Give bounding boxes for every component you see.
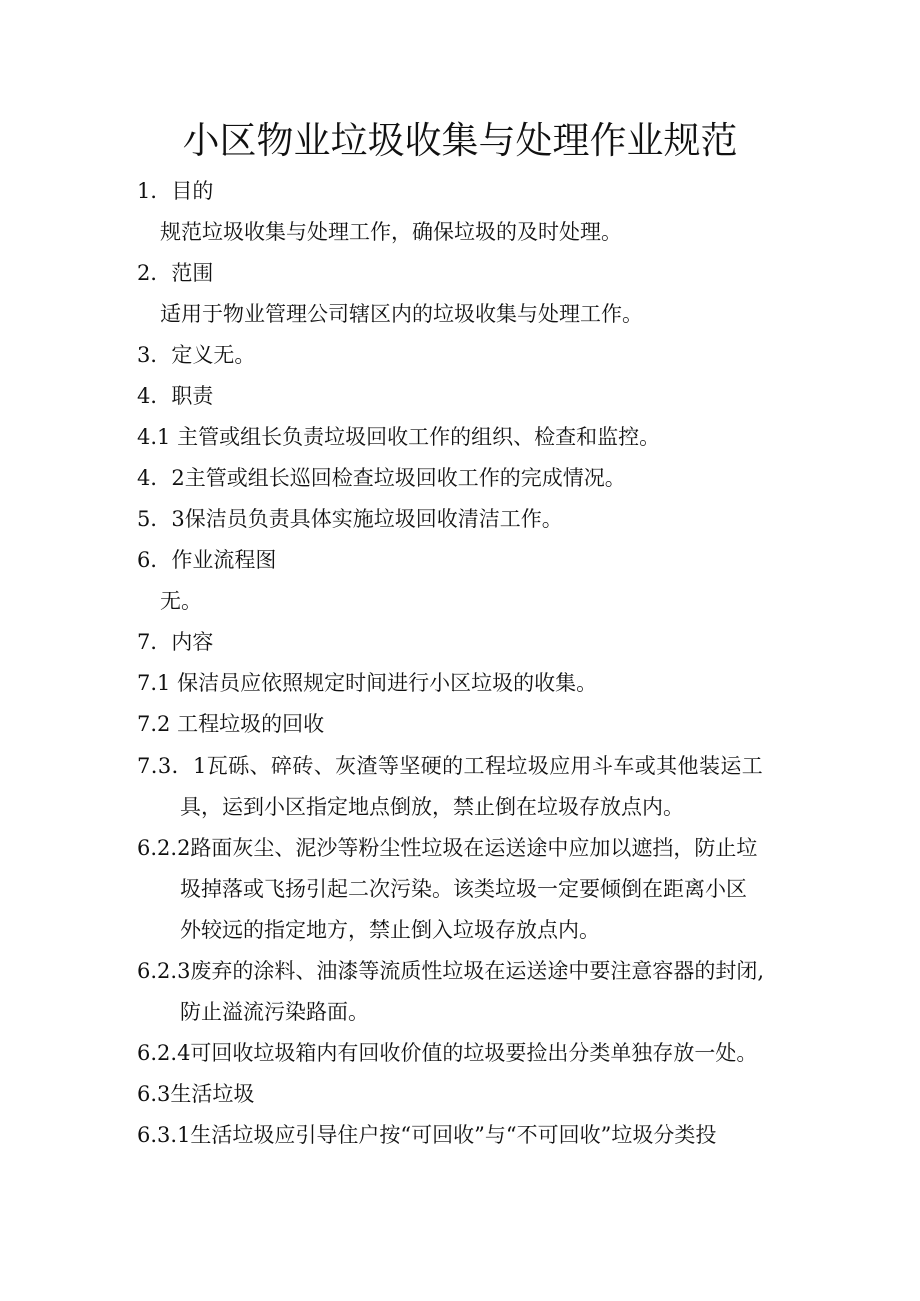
clause-6-2-2-continued-1: 圾掉落或飞扬引起二次污染。该类垃圾一定要倾倒在距离小区 — [180, 877, 747, 901]
section-1-heading: 1．目的 — [137, 179, 214, 203]
clause-7-3-1-continued: 具，运到小区指定地点倒放，禁止倒在垃圾存放点内。 — [180, 795, 684, 819]
section-2-body: 适用于物业管理公司辖区内的垃圾收集与处理工作。 — [160, 302, 643, 326]
section-2-heading: 2．范围 — [137, 261, 214, 285]
section-3-heading: 3．定义无。 — [137, 343, 256, 367]
clause-5-3: 5．3保洁员负责具体实施垃圾回收清洁工作。 — [137, 507, 563, 531]
clause-6-2-3: 6.2.3废弃的涂料、油漆等流质性垃圾在运送途中要注意容器的封闭, — [137, 959, 765, 983]
clause-4-2: 4．2主管或组长巡回检查垃圾回收工作的完成情况。 — [137, 466, 626, 490]
section-6-body: 无。 — [160, 589, 202, 613]
clause-6-2-2: 6.2.2路面灰尘、泥沙等粉尘性垃圾在运送途中应加以遮挡，防止垃 — [137, 836, 758, 860]
section-6-heading: 6．作业流程图 — [137, 548, 277, 572]
clause-6-2-3-continued: 防止溢流污染路面。 — [180, 1000, 369, 1024]
section-1-body: 规范垃圾收集与处理工作，确保垃圾的及时处理。 — [160, 220, 622, 244]
section-6-3-heading: 6.3生活垃圾 — [137, 1082, 255, 1106]
clause-7-3-1: 7.3．1瓦砾、碎砖、灰渣等坚硬的工程垃圾应用斗车或其他装运工 — [137, 754, 764, 778]
clause-6-3-1: 6.3.1生活垃圾应引导住户按“可回收”与“不可回收”垃圾分类投 — [137, 1123, 717, 1147]
clause-4-1: 4.1 主管或组长负责垃圾回收工作的组织、检查和监控。 — [137, 425, 661, 449]
clause-6-2-4: 6.2.4可回收垃圾箱内有回收价值的垃圾要捡出分类单独存放一处。 — [137, 1041, 758, 1065]
section-4-heading: 4．职责 — [137, 384, 214, 408]
clause-7-1: 7.1 保洁员应依照规定时间进行小区垃圾的收集。 — [137, 671, 598, 695]
document-title: 小区物业垃圾收集与处理作业规范 — [182, 119, 738, 162]
clause-7-2: 7.2 工程垃圾的回收 — [137, 712, 325, 736]
clause-6-2-2-continued-2: 外较远的指定地方，禁止倒入垃圾存放点内。 — [180, 918, 600, 942]
section-7-heading: 7．内容 — [137, 630, 214, 654]
